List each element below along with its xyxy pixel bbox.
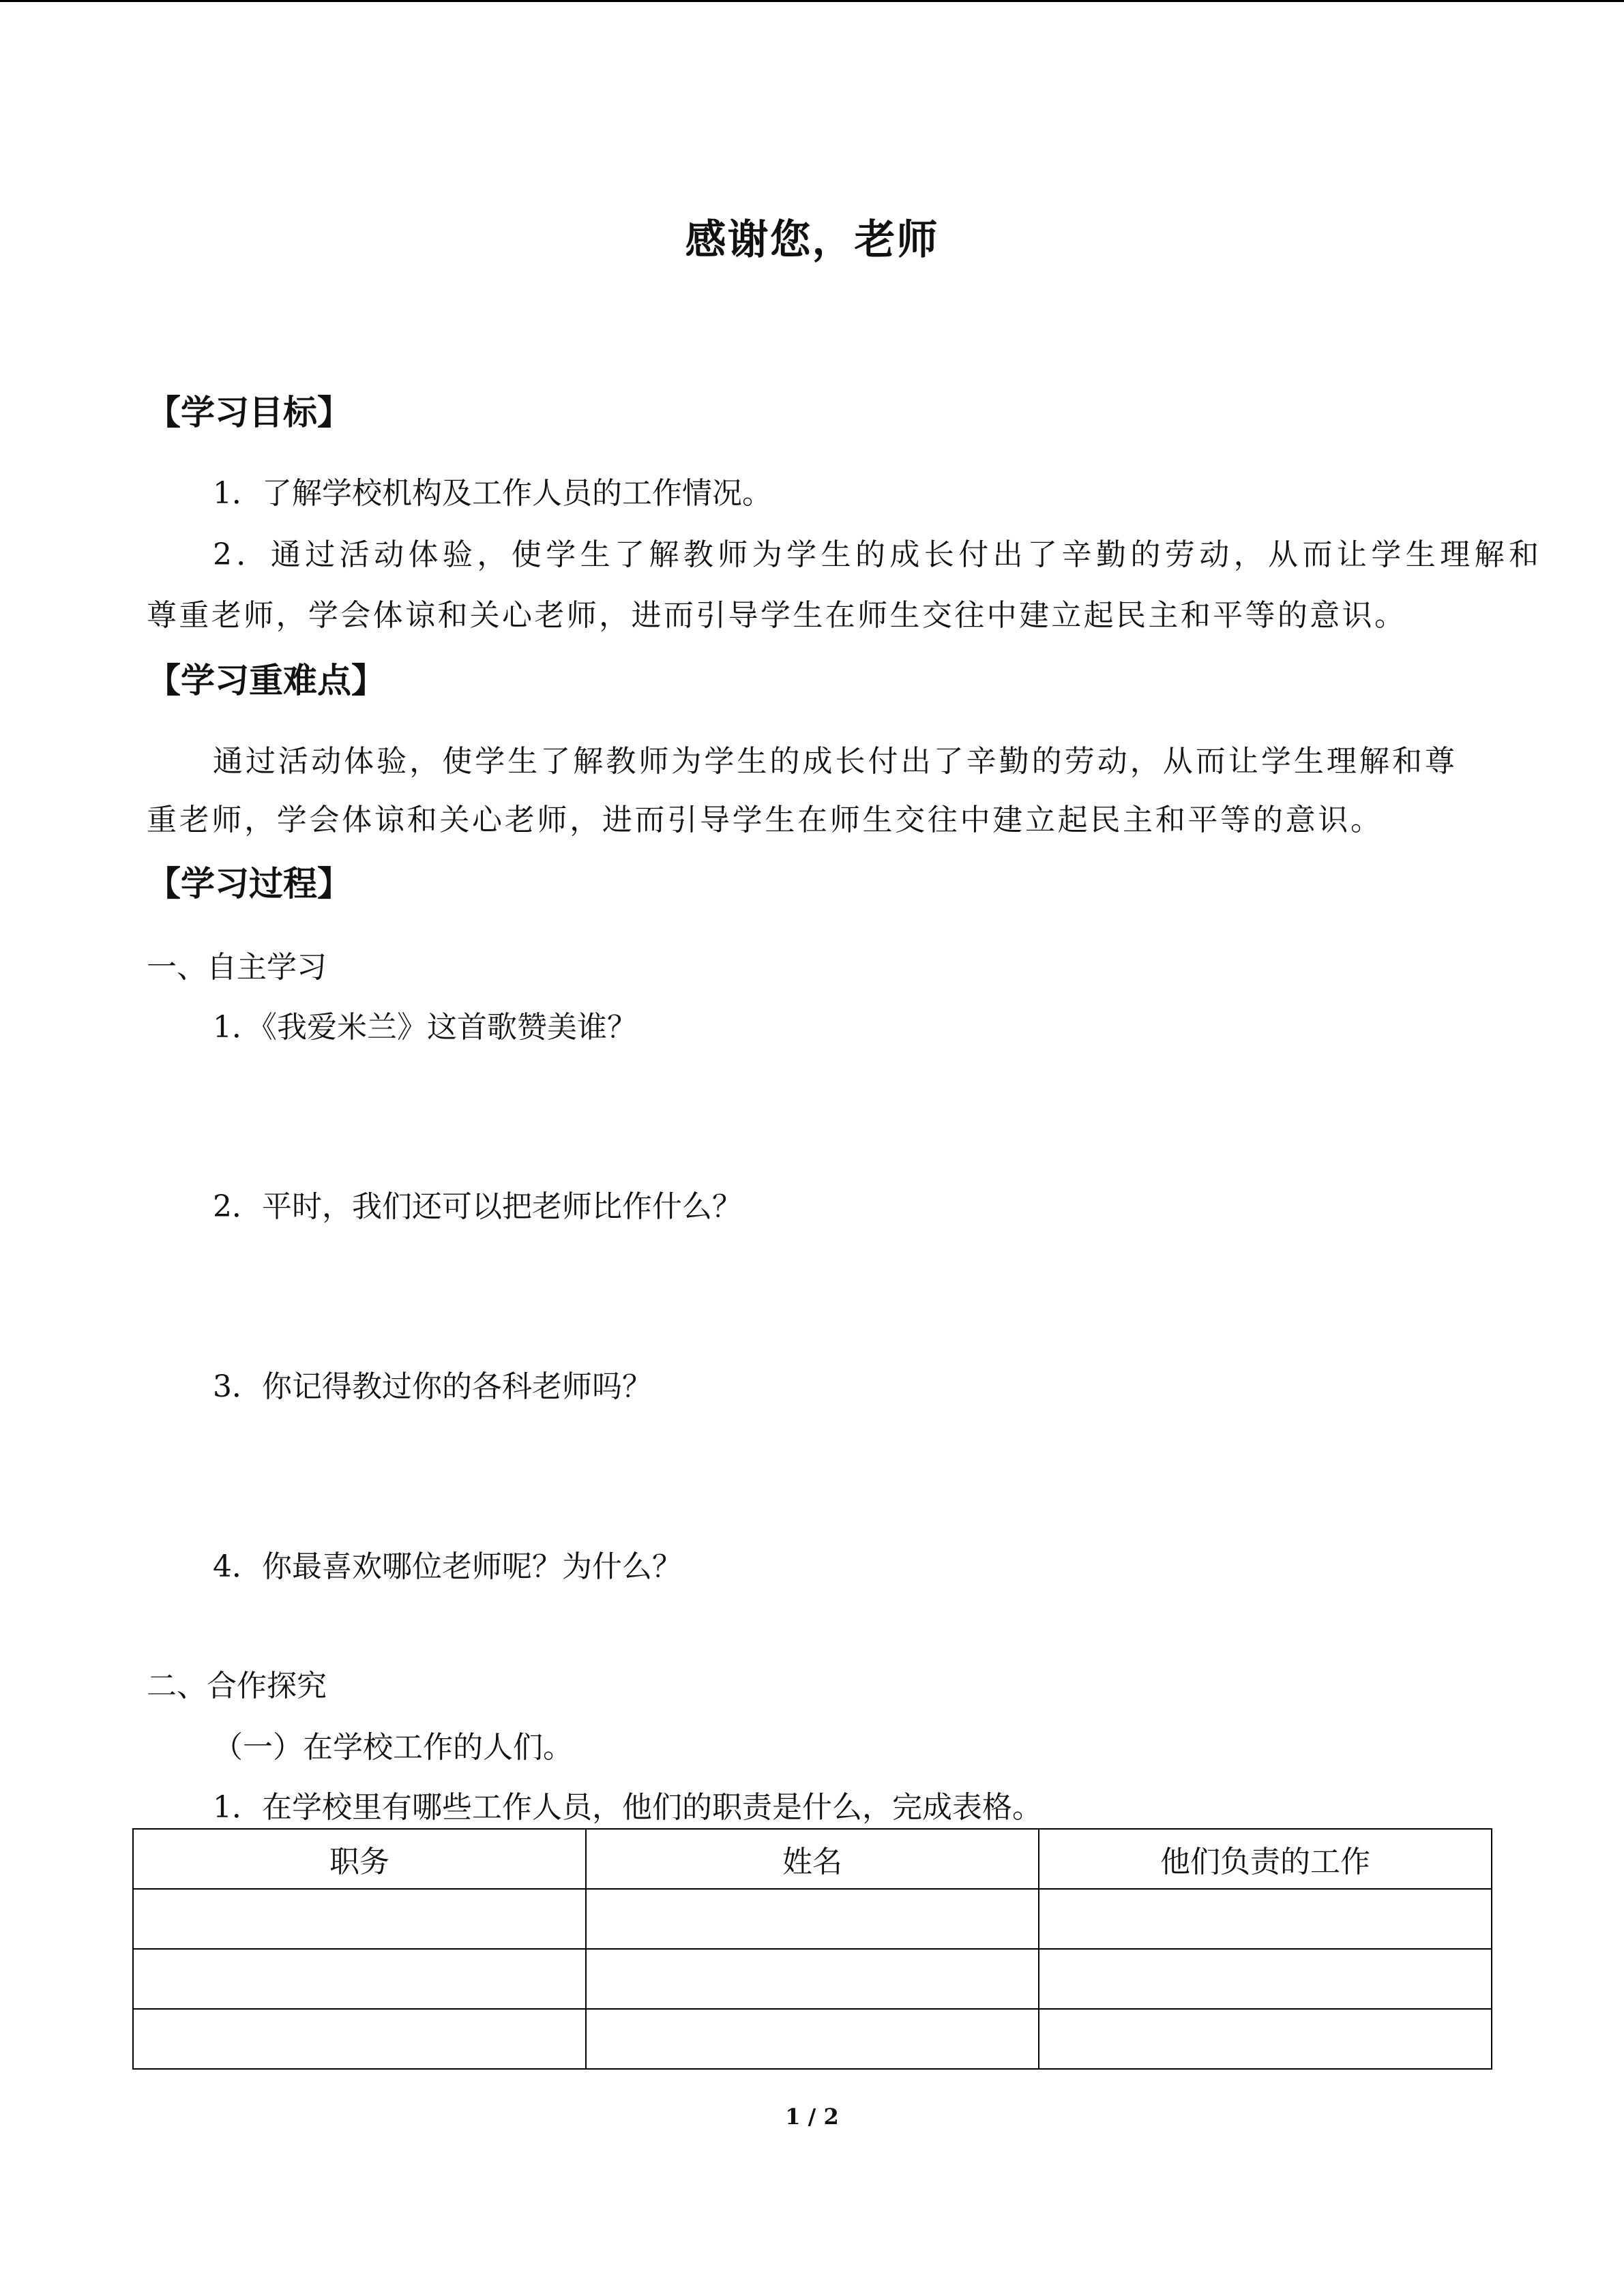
table-row	[133, 2009, 1492, 2069]
staff-table	[132, 1828, 1492, 2070]
table-cell[interactable]	[1039, 1889, 1492, 1949]
question-1: 1．《我爱米兰》这首歌赞美谁？	[213, 1010, 637, 1045]
table-row	[133, 1889, 1492, 1949]
table-instruction: 1．在学校里有哪些工作人员，他们的职责是什么，完成表格。	[213, 1790, 1042, 1825]
part2-title: 二、合作探究	[147, 1669, 327, 1703]
objective-item-2-line-2: 尊重老师，学会体谅和关心老师，进而引导学生在师生交往中建立起民主和平等的意识。	[147, 598, 1404, 633]
table-cell[interactable]	[1039, 1949, 1492, 2009]
document-title: 感谢您，老师	[685, 216, 939, 264]
key-points-line-2: 重老师，学会体谅和关心老师，进而引导学生在师生交往中建立起民主和平等的意识。	[147, 803, 1381, 837]
table-cell[interactable]	[586, 1889, 1039, 1949]
table-cell[interactable]	[133, 1889, 586, 1949]
question-3: 3．你记得教过你的各科老师吗？	[213, 1369, 652, 1404]
part1-title: 一、自主学习	[147, 950, 327, 985]
table-cell[interactable]	[586, 2009, 1039, 2069]
part2-subtitle: （一）在学校工作的人们。	[213, 1730, 573, 1765]
page-number: 1 / 2	[785, 2104, 839, 2130]
table-cell[interactable]	[133, 2009, 586, 2069]
table-row	[133, 1949, 1492, 2009]
page-top-border	[0, 0, 1624, 2]
header-cell-duties: 他们负责的工作	[1039, 1829, 1492, 1889]
key-points-line-1: 通过活动体验，使学生了解教师为学生的成长付出了辛勤的劳动，从而让学生理解和尊	[213, 744, 1455, 779]
table-header-row	[133, 1829, 1492, 1889]
table-cell[interactable]	[133, 1949, 586, 2009]
process-heading: 【学习过程】	[147, 864, 351, 904]
objectives-heading: 【学习目标】	[147, 393, 351, 432]
table-cell[interactable]	[586, 1949, 1039, 2009]
question-2: 2．平时，我们还可以把老师比作什么？	[213, 1189, 742, 1224]
header-cell-position: 职务	[133, 1829, 586, 1889]
key-points-heading: 【学习重难点】	[147, 661, 385, 700]
table-cell[interactable]	[1039, 2009, 1492, 2069]
objective-item-1: 1．了解学校机构及工作人员的工作情况。	[213, 476, 772, 511]
objective-item-2-line-1: 2．通过活动体验，使学生了解教师为学生的成长付出了辛勤的劳动，从而让学生理解和	[213, 537, 1539, 572]
question-4: 4．你最喜欢哪位老师呢？为什么？	[213, 1549, 682, 1584]
header-cell-name: 姓名	[586, 1829, 1039, 1889]
